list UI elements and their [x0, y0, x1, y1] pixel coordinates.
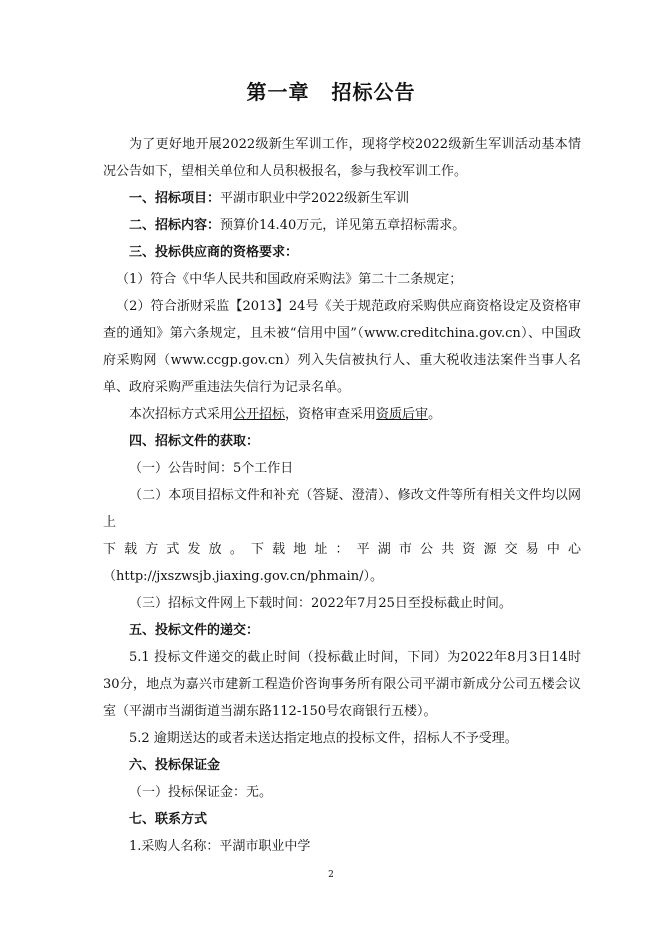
chapter-title [0, 76, 662, 105]
section-qualification-heading: 三、投标供应商的资格要求： [129, 245, 299, 260]
deposit-item-1: （一）投标保证金：无。 [129, 785, 273, 800]
section-project-text: 平湖市职业中学2022级新生军训 [220, 191, 410, 206]
section-content-label: 二、招标内容： [129, 218, 221, 233]
tender-method-review: 资质后审 [376, 407, 429, 422]
intro-paragraph: 为了更好地开展2022级新生军训工作，现将学校2022级新生军训活动基本情况公告如下，望相关单位和人员积极报名，参与我校军训工作。 [103, 137, 581, 179]
tender-method-open: 公开招标 [233, 407, 286, 422]
chapter-number: 第一章 [246, 80, 310, 104]
documents-item-2-line-2: 下载方式发放。下载地址：平湖市公共资源交易中心 [103, 542, 581, 557]
section-project [103, 185, 581, 212]
contact-item-1: 1.采购人名称：平湖市职业中学 [129, 839, 311, 854]
announcement-body [103, 131, 581, 860]
tender-method-text-b: ，资格审查采用 [285, 407, 377, 422]
tender-method-text-c: 。 [428, 407, 442, 422]
chapter-name: 招标公告 [331, 80, 416, 104]
section-documents-heading: 四、招标文件的获取： [129, 434, 260, 449]
qualification-item-1: （1）符合《中华人民共和国政府采购法》第二十二条规定； [116, 272, 463, 287]
section-submission-heading: 五、投标文件的递交： [129, 623, 260, 638]
documents-item-3: （三）招标文件网上下载时间：2022年7月25日至投标截止时间。 [129, 596, 512, 611]
qualification-item-2: （2）符合浙财采监【2013】24号《关于规范政府采购供应商资格设定及资格审查的通知》第六条规定，且未被“信用中国”（www.creditchina.gov.cn）、中国政府采购网（www.ccgp.gov.cn）列入失信被执行人、重大税收违法案件当事人名单、政府采购严重违法失信行为记录名单。 [103, 299, 581, 395]
page-number: 2 [328, 870, 334, 880]
section-deposit-heading: 六、投标保证金 [129, 758, 221, 773]
submission-item-2: 5.2 逾期送达的或者未送达指定地点的投标文件，招标人不予受理。 [129, 731, 518, 746]
submission-item-1: 5.1 投标文件递交的截止时间（投标截止时间，下同）为2022年8月3日14时30分，地点为嘉兴市建新工程造价咨询事务所有限公司平湖市新成分公司五楼会议室（平湖市当湖街道当湖东路112-150号农商银行五楼）。 [103, 650, 581, 719]
section-content-text: 预算价14.40万元，详见第五章招标需求。 [220, 218, 466, 233]
section-project-label: 一、招标项目： [129, 191, 221, 206]
tender-method [103, 401, 581, 428]
documents-download-url: （http://jxszwsjb.jiaxing.gov.cn/phmain/）。 [103, 569, 384, 584]
section-content [103, 212, 581, 239]
section-contact-heading: 七、联系方式 [129, 812, 208, 827]
documents-item-1: （一）公告时间：5个工作日 [129, 461, 294, 476]
tender-method-text-a: 本次招标方式采用 [129, 407, 234, 422]
documents-item-2-line-1: （二）本项目招标文件和补充（答疑、澄清）、修改文件等所有相关文件均以网上 [103, 488, 581, 530]
